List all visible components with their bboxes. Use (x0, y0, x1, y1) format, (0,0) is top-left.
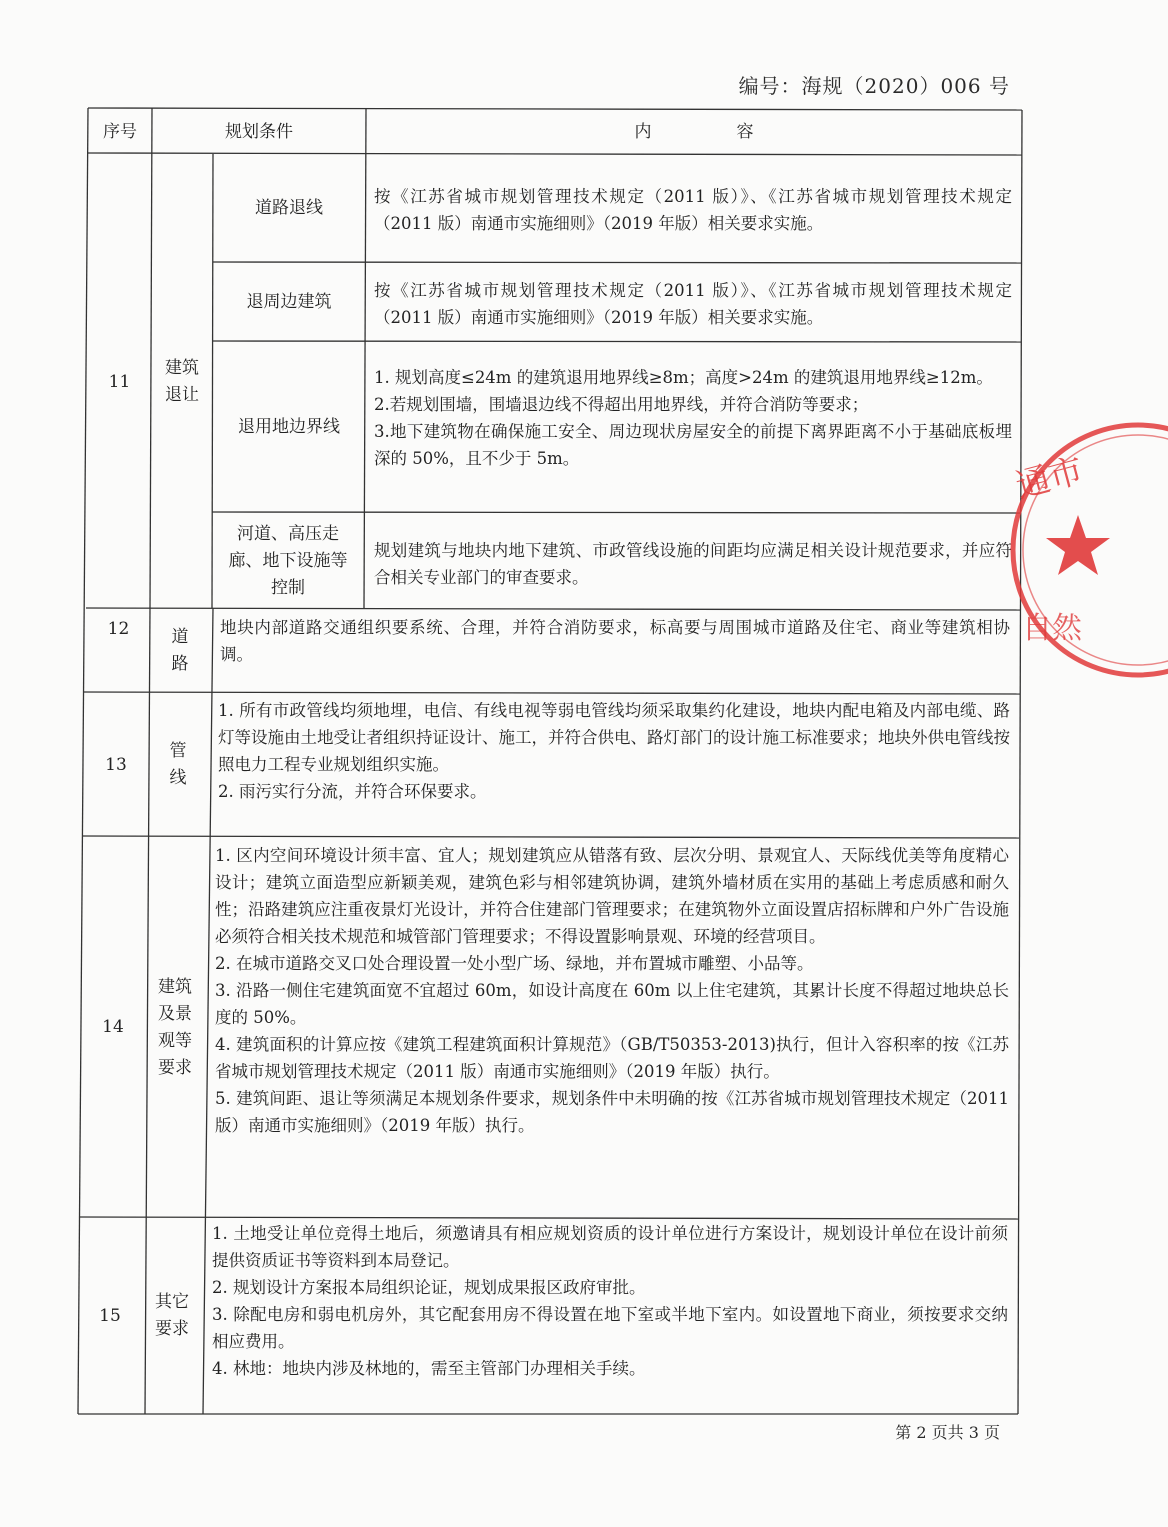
paragraph: 3.地下建筑物在确保施工安全、周边现状房屋安全的前提下离界距离不小于基础底板埋深的 50%，且不少于 5m。 (374, 422, 1012, 468)
paragraph: 按《江苏省城市规划管理技术规定（2011 版）》、《江苏省城市规划管理技术规定（2011 版）南通市实施细则》（2019 年版）相关要求实施。 (374, 187, 1012, 233)
row-11-category: 建筑 退让 (165, 358, 199, 405)
row-13-text (218, 697, 1010, 805)
header-seq: 序号 (103, 121, 137, 142)
row-14-text (215, 842, 1009, 1139)
row-11-river-control-text (374, 537, 1012, 591)
paragraph: 2.若规划围墙，围墙退边线不得超出用地界线，并符合消防等要求； (374, 395, 869, 414)
paragraph: 地块内部道路交通组织要系统、合理，并符合消防要求，标高要与周围城市道路及住宅、商业等建筑相协调。 (220, 618, 1010, 664)
row-11-item-river-control: 河道、高压走廊、地下设施等控制 (228, 523, 348, 598)
paragraph: 1. 所有市政管线均须地埋，电信、有线电视等弱电管线均须采取集约化建设，地块内配电箱及内部电缆、路灯等设施由土地受让者组织持证设计、施工，并符合供电、路灯部门的设计施工标准要求；地块外供电管线按照电力工程专业规划组织实施。 (218, 701, 1010, 774)
row-14-seq: 14 (102, 1017, 124, 1037)
row-13-seq: 13 (105, 754, 127, 775)
row-15-seq: 15 (99, 1305, 121, 1326)
row-11-boundary-setback-text (374, 364, 1012, 472)
paragraph: 2. 雨污实行分流，并符合环保要求。 (218, 782, 487, 801)
row-11-item-road-setback: 道路退线 (255, 198, 323, 218)
paragraph: 3. 除配电房和弱电机房外，其它配套用房不得设置在地下室或半地下室内。如设置地下商业，须按要求交纳相应费用。 (212, 1305, 1008, 1351)
document-number: 编号：海规（2020）006 号 (738, 74, 1010, 98)
paragraph: 按《江苏省城市规划管理技术规定（2011 版）》、《江苏省城市规划管理技术规定（2011 版）南通市实施细则》（2019 年版）相关要求实施。 (374, 281, 1012, 327)
paragraph: 4. 建筑面积的计算应按《建筑工程建筑面积计算规范》（GB/T50353-2013)执行，但计入容积率的按《江苏省城市规划管理技术规定（2011 版）南通市实施细则》（2019 年版）执行。 (215, 1035, 1009, 1081)
paragraph: 3. 沿路一侧住宅建筑面宽不宜超过 60m，如设计高度在 60m 以上住宅建筑，其累计长度不得超过地块总长度的 50%。 (215, 981, 1009, 1027)
row-14-category: 建筑 及景 观等 要求 (158, 976, 192, 1078)
paragraph: 4. 林地：地块内涉及林地的，需至主管部门办理相关手续。 (212, 1359, 646, 1378)
svg-text:通市: 通市 (1011, 450, 1088, 507)
paragraph: 1. 规划高度≤24m 的建筑退用地界线≥8m；高度>24m 的建筑退用地界线≥12m。 (374, 368, 993, 387)
paragraph: 5. 建筑间距、退让等须满足本规划条件要求，规划条件中未明确的按《江苏省城市规划管理技术规定（2011 版）南通市实施细则》（2019 年版）执行。 (215, 1089, 1009, 1135)
paragraph: 规划建筑与地块内地下建筑、市政管线设施的间距均应满足相关设计规范要求，并应符合相关专业部门的审查要求。 (374, 541, 1012, 587)
row-12-category: 道 路 (171, 627, 189, 674)
paragraph: 1. 土地受让单位竞得土地后，须邀请具有相应规划资质的设计单位进行方案设计，规划设计单位在设计前须提供资质证书等资料到本局登记。 (212, 1224, 1008, 1270)
header-content: 内 容 (634, 121, 754, 142)
page-number: 第 2 页共 3 页 (895, 1423, 1000, 1442)
row-11-item-adjacent-building: 退周边建筑 (246, 292, 332, 312)
row-13-category: 管 线 (169, 741, 187, 788)
paragraph: 2. 在城市道路交叉口处合理设置一处小型广场、绿地，并布置城市雕塑、小品等。 (215, 954, 814, 973)
row-11-item-boundary-setback: 退用地边界线 (238, 417, 340, 437)
row-15-category: 其它 要求 (155, 1292, 189, 1339)
row-15-text (212, 1220, 1008, 1382)
row-11-road-setback-text (374, 183, 1012, 237)
paragraph: 1. 区内空间环境设计须丰富、宜人；规划建筑应从错落有致、层次分明、景观宜人、天际线优美等角度精心设计；建筑立面造型应新颖美观，建筑色彩与相邻建筑协调，建筑外墙材质在实用的基础上考虑质感和耐久性；沿路建筑应注重夜景灯光设计，并符合住建部门管理要求；在建筑物外立面设置店招标牌和户外广告设施必须符合相关技术规范和城管部门管理要求；不得设置影响景观、环境的经营项目。 (215, 846, 1009, 946)
row-12-seq: 12 (107, 618, 130, 639)
row-12-text (220, 614, 1010, 668)
paragraph: 2. 规划设计方案报本局组织论证，规划成果报区政府审批。 (212, 1278, 646, 1297)
row-11-adjacent-building-text (374, 277, 1012, 331)
svg-text:自然: 自然 (1022, 611, 1082, 646)
official-seal (1008, 420, 1168, 680)
header-condition: 规划条件 (225, 121, 293, 142)
row-11-seq: 11 (108, 371, 131, 392)
